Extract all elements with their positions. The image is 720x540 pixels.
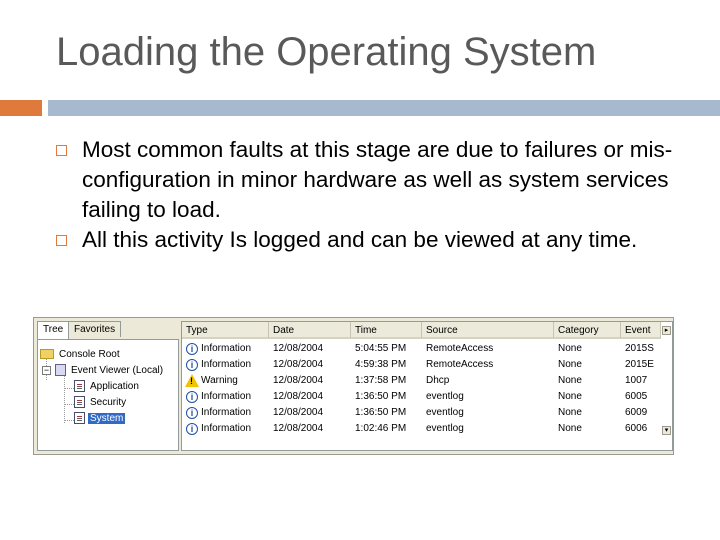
event-cell: 2015E xyxy=(625,359,654,370)
folder-icon xyxy=(40,349,54,359)
event-cell: 2015S xyxy=(625,343,654,354)
date-cell: 12/08/2004 xyxy=(273,375,324,386)
bullet-text: Most common faults at this stage are due to failures or mis-configuration in minor hardware as well as system services failing to load. xyxy=(82,137,673,222)
category-cell: None xyxy=(558,423,582,434)
warning-icon xyxy=(185,374,199,387)
slide-title: Loading the Operating System xyxy=(56,30,597,74)
tab-tree[interactable]: Tree xyxy=(37,321,69,339)
category-cell: None xyxy=(558,375,582,386)
time-cell: 5:04:55 PM xyxy=(355,343,407,354)
column-header-source[interactable]: Source xyxy=(422,322,554,339)
event-cell: 6006 xyxy=(625,423,648,434)
tree-connector xyxy=(64,404,74,405)
column-header-event[interactable]: Event xyxy=(621,322,661,339)
table-row[interactable] xyxy=(182,421,673,437)
source-cell: eventlog xyxy=(426,423,464,434)
event-cell: 6009 xyxy=(625,407,648,418)
info-icon: i xyxy=(186,407,198,419)
bullet-list xyxy=(56,135,696,255)
tree-item-console-root[interactable] xyxy=(40,348,122,362)
type-cell: Warning xyxy=(201,375,238,386)
log-icon xyxy=(74,412,85,424)
info-icon: i xyxy=(186,391,198,403)
event-viewer-window xyxy=(33,317,674,455)
source-cell: RemoteAccess xyxy=(426,359,494,370)
tree-view xyxy=(37,339,179,451)
type-cell: Information xyxy=(201,359,252,370)
list-header xyxy=(182,322,673,339)
table-row[interactable] xyxy=(182,373,673,389)
event-cell: 6005 xyxy=(625,391,648,402)
time-cell: 1:36:50 PM xyxy=(355,407,407,418)
scroll-right-icon[interactable]: ▸ xyxy=(662,326,671,335)
source-cell: eventlog xyxy=(426,391,464,402)
type-cell: Information xyxy=(201,407,252,418)
category-cell: None xyxy=(558,391,582,402)
type-cell: Information xyxy=(201,391,252,402)
tree-item-label: Console Root xyxy=(59,349,120,360)
tree-item-application[interactable] xyxy=(74,380,141,394)
event-list xyxy=(181,321,673,451)
type-cell: Information xyxy=(201,343,252,354)
info-icon: i xyxy=(186,343,198,355)
source-cell: eventlog xyxy=(426,407,464,418)
column-header-category[interactable]: Category xyxy=(554,322,621,339)
table-row[interactable] xyxy=(182,389,673,405)
collapse-icon[interactable]: − xyxy=(43,365,50,375)
tree-connector xyxy=(64,420,74,421)
title-rule xyxy=(48,100,720,116)
square-bullet-icon xyxy=(56,235,67,246)
tree-item-label: Event Viewer (Local) xyxy=(71,365,164,376)
bullet-text: All this activity Is logged and can be viewed at any time. xyxy=(82,227,638,252)
tree-item-label: Application xyxy=(90,381,139,392)
source-cell: RemoteAccess xyxy=(426,343,494,354)
scroll-down-icon[interactable]: ▾ xyxy=(662,426,671,435)
square-bullet-icon xyxy=(56,145,67,156)
date-cell: 12/08/2004 xyxy=(273,343,324,354)
event-viewer-icon xyxy=(55,364,66,376)
date-cell: 12/08/2004 xyxy=(273,391,324,402)
category-cell: None xyxy=(558,407,582,418)
time-cell: 4:59:38 PM xyxy=(355,359,407,370)
tree-item-label: Security xyxy=(90,397,127,408)
time-cell: 1:36:50 PM xyxy=(355,391,407,402)
tree-item-label: System xyxy=(90,413,124,424)
type-cell: Information xyxy=(201,423,252,434)
table-row[interactable] xyxy=(182,405,673,421)
time-cell: 1:02:46 PM xyxy=(355,423,407,434)
column-header-date[interactable]: Date xyxy=(269,322,351,339)
event-cell: 1007 xyxy=(625,375,648,386)
tree-item-event-viewer[interactable] xyxy=(55,364,165,378)
time-cell: 1:37:58 PM xyxy=(355,375,407,386)
category-cell: None xyxy=(558,343,582,354)
tree-item-system[interactable] xyxy=(74,412,125,426)
info-icon: i xyxy=(186,423,198,435)
tree-panel xyxy=(37,321,179,451)
date-cell: 12/08/2004 xyxy=(273,407,324,418)
title-rule-accent xyxy=(0,100,42,116)
date-cell: 12/08/2004 xyxy=(273,359,324,370)
tree-tabs xyxy=(37,321,179,339)
bullet-item xyxy=(56,135,696,225)
log-icon xyxy=(74,380,85,392)
log-icon xyxy=(74,396,85,408)
table-row[interactable] xyxy=(182,357,673,373)
tree-connector xyxy=(64,373,65,423)
source-cell: Dhcp xyxy=(426,375,450,386)
column-header-time[interactable]: Time xyxy=(351,322,422,339)
bullet-item xyxy=(56,225,696,255)
table-row[interactable] xyxy=(182,341,673,357)
tab-favorites[interactable]: Favorites xyxy=(68,321,121,337)
tree-connector xyxy=(64,388,74,389)
tree-item-security[interactable] xyxy=(74,396,128,410)
category-cell: None xyxy=(558,359,582,370)
info-icon: i xyxy=(186,359,198,371)
column-header-type[interactable]: Type xyxy=(182,322,269,339)
date-cell: 12/08/2004 xyxy=(273,423,324,434)
